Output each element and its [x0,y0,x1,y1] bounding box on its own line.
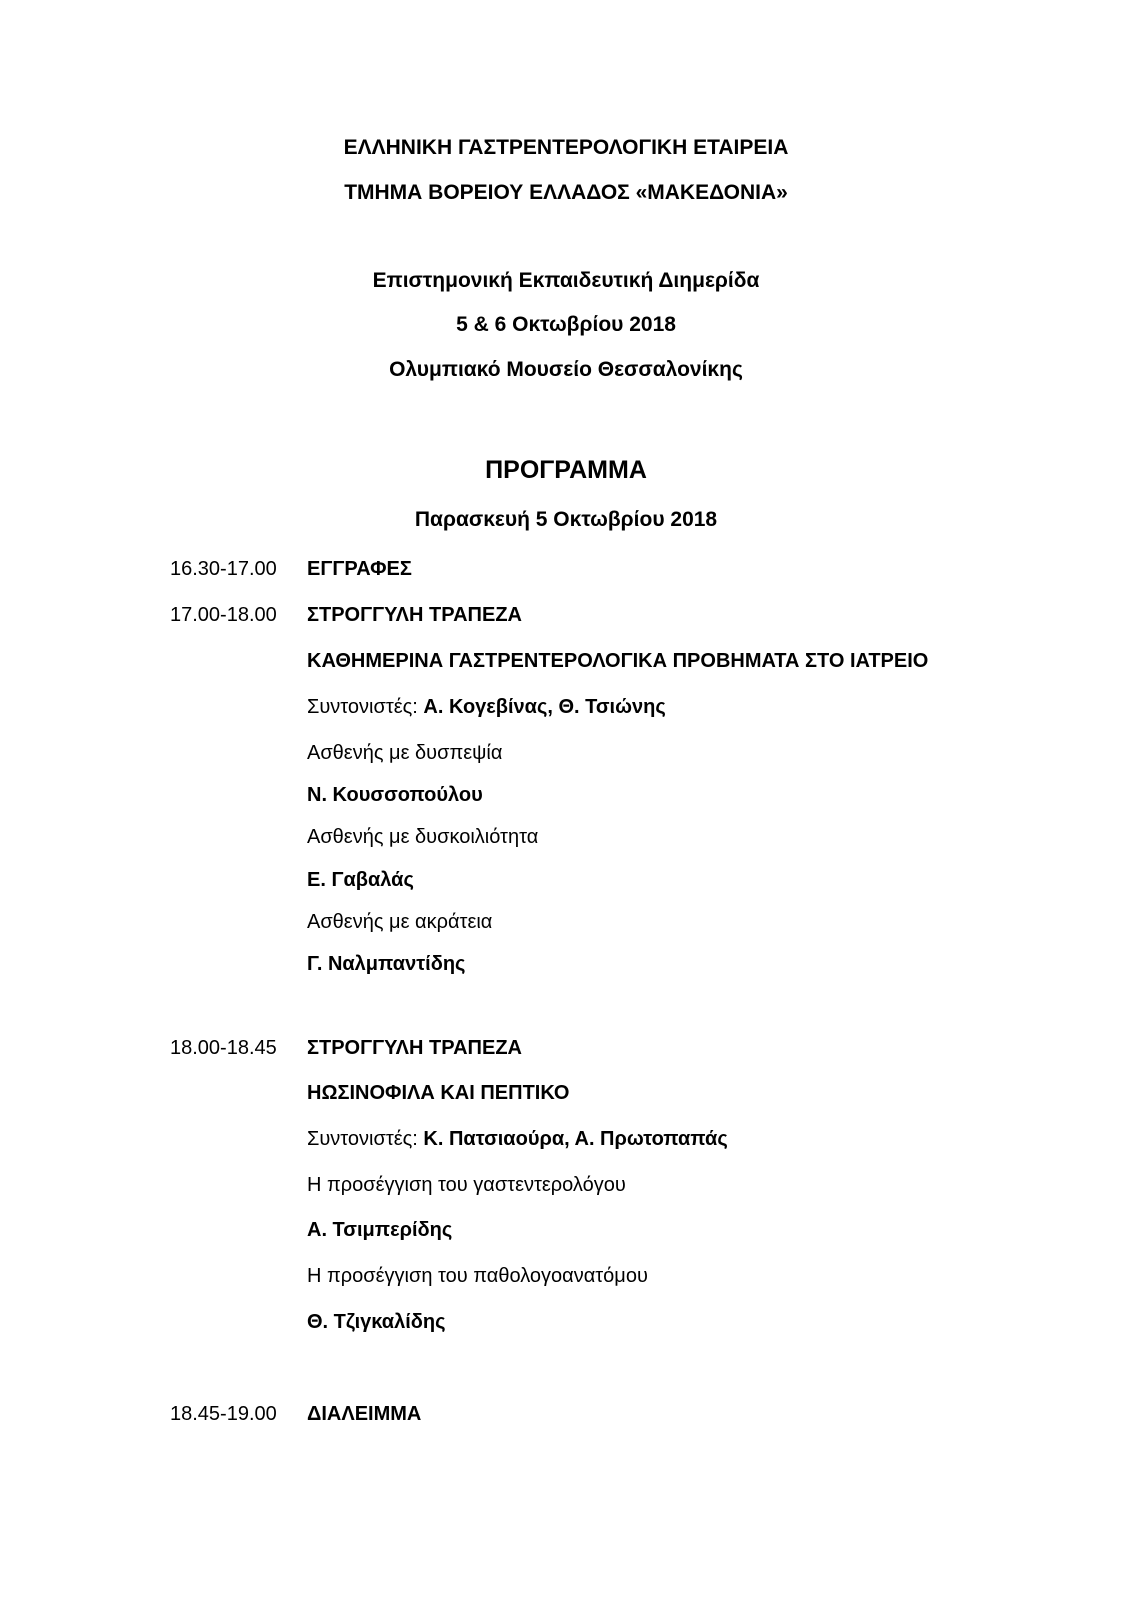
talk-speaker: Ν. Κουσσοπούλου [307,784,483,806]
session-subheading: ΗΩΣΙΝΟΦΙΛΑ ΚΑΙ ΠΕΠΤΙΚΟ [307,1082,570,1104]
organization-name: ΕΛΛΗΝΙΚΗ ΓΑΣΤΡΕΝΤΕΡΟΛΟΓΙΚΗ ΕΤΑΙΡΕΙΑ [343,136,789,159]
session-heading: ΕΓΓΡΑΦΕΣ [307,558,412,580]
session-time: 16.30-17.00 [170,558,277,580]
moderators-line [307,1126,728,1152]
moderators-label: Συντονιστές: [307,696,418,718]
talk-topic: Η προσέγγιση του γαστεντερολόγου [307,1174,626,1196]
program-day: Παρασκευή 5 Οκτωβρίου 2018 [414,508,718,531]
event-venue: Ολυμπιακό Μουσείο Θεσσαλονίκης [389,358,743,381]
organization-division: ΤΜΗΜΑ ΒΟΡΕΙΟΥ ΕΛΛΑΔΟΣ «ΜΑΚΕΔΟΝΙΑ» [344,181,788,204]
session-heading: ΣΤΡΟΓΓΥΛΗ ΤΡΑΠΕΖΑ [307,604,522,626]
talk-speaker: Ε. Γαβαλάς [307,869,414,891]
talk-speaker: Γ. Ναλμπαντίδης [307,953,466,975]
talk-speaker: Θ. Τζιγκαλίδης [307,1311,446,1333]
talk-topic: Η προσέγγιση του παθολογοανατόμου [307,1265,648,1287]
moderators-line [307,694,666,720]
session-time: 17.00-18.00 [170,604,277,626]
session-heading: ΔΙΑΛΕΙΜΜΑ [307,1403,422,1425]
event-dates: 5 & 6 Οκτωβρίου 2018 [456,313,676,336]
talk-topic: Ασθενής με δυσκοιλιότητα [307,826,539,848]
event-title: Επιστημονική Εκπαιδευτική Διημερίδα [372,269,760,292]
talk-speaker: Α. Τσιμπερίδης [307,1219,453,1241]
moderators-names: Κ. Πατσιαούρα, Α. Πρωτοπαπάς [423,1128,728,1150]
talk-topic: Ασθενής με δυσπεψία [307,742,503,764]
session-subheading: ΚΑΘΗΜΕΡΙΝΑ ΓΑΣΤΡΕΝΤΕΡΟΛΟΓΙΚΑ ΠΡΟΒΗΜΑΤΑ ΣΤΟ ΙΑΤΡΕΙΟ [307,650,929,672]
session-time: 18.00-18.45 [170,1037,277,1059]
moderators-names: Α. Κογεβίνας, Θ. Τσιώνης [423,696,666,718]
program-title: ΠΡΟΓΡΑΜΜΑ [485,456,647,484]
session-time: 18.45-19.00 [170,1403,277,1425]
moderators-label: Συντονιστές: [307,1128,418,1150]
session-heading: ΣΤΡΟΓΓΥΛΗ ΤΡΑΠΕΖΑ [307,1037,522,1059]
talk-topic: Ασθενής με ακράτεια [307,911,493,933]
